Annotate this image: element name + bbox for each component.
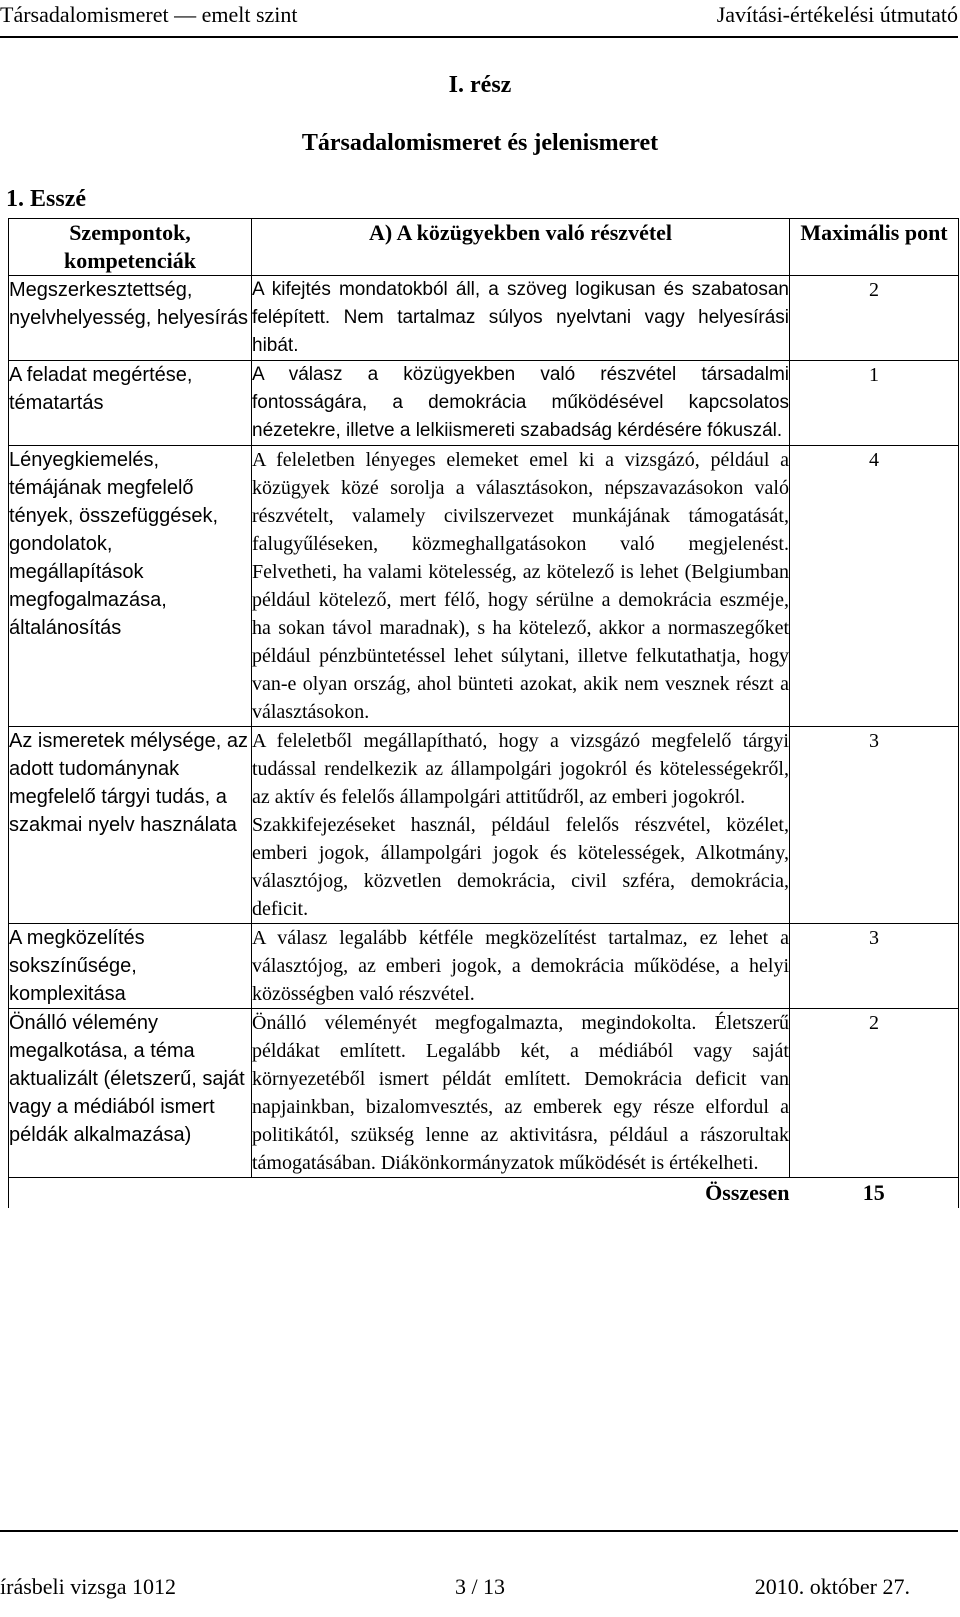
header-divider [0,36,958,38]
description-cell: A válasz legalább kétféle megközelítést tartalmaz, ez lehet a választójog, az emberi jogok, a demokrácia működése, a helyi közösségben való részvétel. [252,924,790,1009]
col-criteria-header: Szempontok, kompetenciák [9,219,252,276]
description-paragraph: A feleletből megállapítható, hogy a vizsgázó megfelelő tárgyi tudással rendelkezik az állampolgári jogokról és kötelességekről, az aktív és felelős állampolgári attitűdről, az emberi jogokról. [252,730,789,808]
page-footer [0,1574,960,1604]
points-cell: 3 [790,924,959,1009]
criteria-cell: A feladat megértése, tématartás [9,361,252,446]
total-label: Összesen [252,1178,790,1209]
footer-date: 2010. október 27. [754,1574,910,1599]
points-cell: 3 [790,727,959,924]
footer-divider [0,1530,958,1532]
criteria-cell: Megszerkesztettség, nyelvhelyesség, helyesírás [9,276,252,361]
page-header [0,0,960,36]
criteria-cell: Az ismeretek mélysége, az adott tudománynak megfelelő tárgyi tudás, a szakmai nyelv használata [9,727,252,924]
table-row [9,361,959,446]
criteria-cell: Önálló vélemény megalkotása, a téma aktualizált (életszerű, saját vagy a médiából ismert példák alkalmazása) [9,1009,252,1178]
footer-exam-id: írásbeli vizsga 1012 [0,1574,176,1599]
table-row [9,1009,959,1178]
header-left: Társadalomismeret — emelt szint [0,2,298,27]
rubric-table [8,218,959,1208]
description-paragraph: Szakkifejezéseket használ, például felelős részvétel, közélet, emberi jogok, állampolgári jogok és kötelességek, Alkotmány, választójog, közvetlen demokrácia, civil szféra, demokrácia, deficit. [252,814,789,920]
points-cell: 2 [790,276,959,361]
description-cell: A feleletben lényeges elemeket emel ki a vizsgázó, például a közügyek közé sorolja a választásokon, népszavazásokon való részvételt, valamely civilszervezet munkájának támogatását, falugyűléseken, közmeghallgatásokon való megjelenést. Felvetheti, ha valami kötelesség, az kötelező is lehet (Belgiumban például kötelező, mert félő, hogy sérülne a demokrácia eszméje, ha sokan távol maradnak), s ha kötelező, akkor a normaszegőket például pénzbüntetéssel lehet súlytani, illetve felkutathatja, hogy van-e olyan ország, ahol bünteti azokat, akik nem vesznek részt a választásokon. [252,446,790,727]
col-points-header: Maximális pont [790,219,959,276]
criteria-cell: A megközelítés sokszínűsége, komplexitása [9,924,252,1009]
col-topic-header: A) A közügyekben való részvétel [252,219,790,276]
section-title: Társadalomismeret és jelenismeret [301,130,659,156]
total-row [9,1178,959,1209]
total-value: 15 [790,1178,959,1209]
points-cell: 1 [790,361,959,446]
points-cell: 4 [790,446,959,727]
footer-page-number: 3 / 13 [454,1574,506,1599]
table-header-row [9,219,959,276]
table-row [9,727,959,924]
table-row [9,276,959,361]
essay-title: 1. Esszé [6,186,86,212]
total-spacer [9,1178,252,1209]
table-row [9,446,959,727]
points-cell: 2 [790,1009,959,1178]
table-row [9,924,959,1009]
description-cell [252,727,790,924]
part-title: I. rész [448,72,512,98]
criteria-cell: Lényegkiemelés, témájának megfelelő tények, összefüggések, gondolatok, megállapítások megfogalmazása, általánosítás [9,446,252,727]
description-cell: A válasz a közügyekben való részvétel társadalmi fontosságára, a demokrácia működésével kapcsolatos nézetekre, illetve a lelkiismereti szabadság kérdésére fókuszál. [252,361,790,446]
description-cell: Önálló véleményét megfogalmazta, megindokolta. Életszerű példákat említett. Legalább két, a médiából vagy saját környezetéből ismert példát említett. Demokrácia deficit van napjainkban, bizalomvesztés, az emberek egy része elfordul a politikától, szükség lenne az aktivitásra, például a rászorultak támogatásában. Diákönkormányzatok működését is értékelheti. [252,1009,790,1178]
description-cell: A kifejtés mondatokból áll, a szöveg logikusan és szabatosan felépített. Nem tartalmaz súlyos nyelvtani vagy helyesírási hibát. [252,276,790,361]
header-right: Javítási-értékelési útmutató [716,2,958,27]
